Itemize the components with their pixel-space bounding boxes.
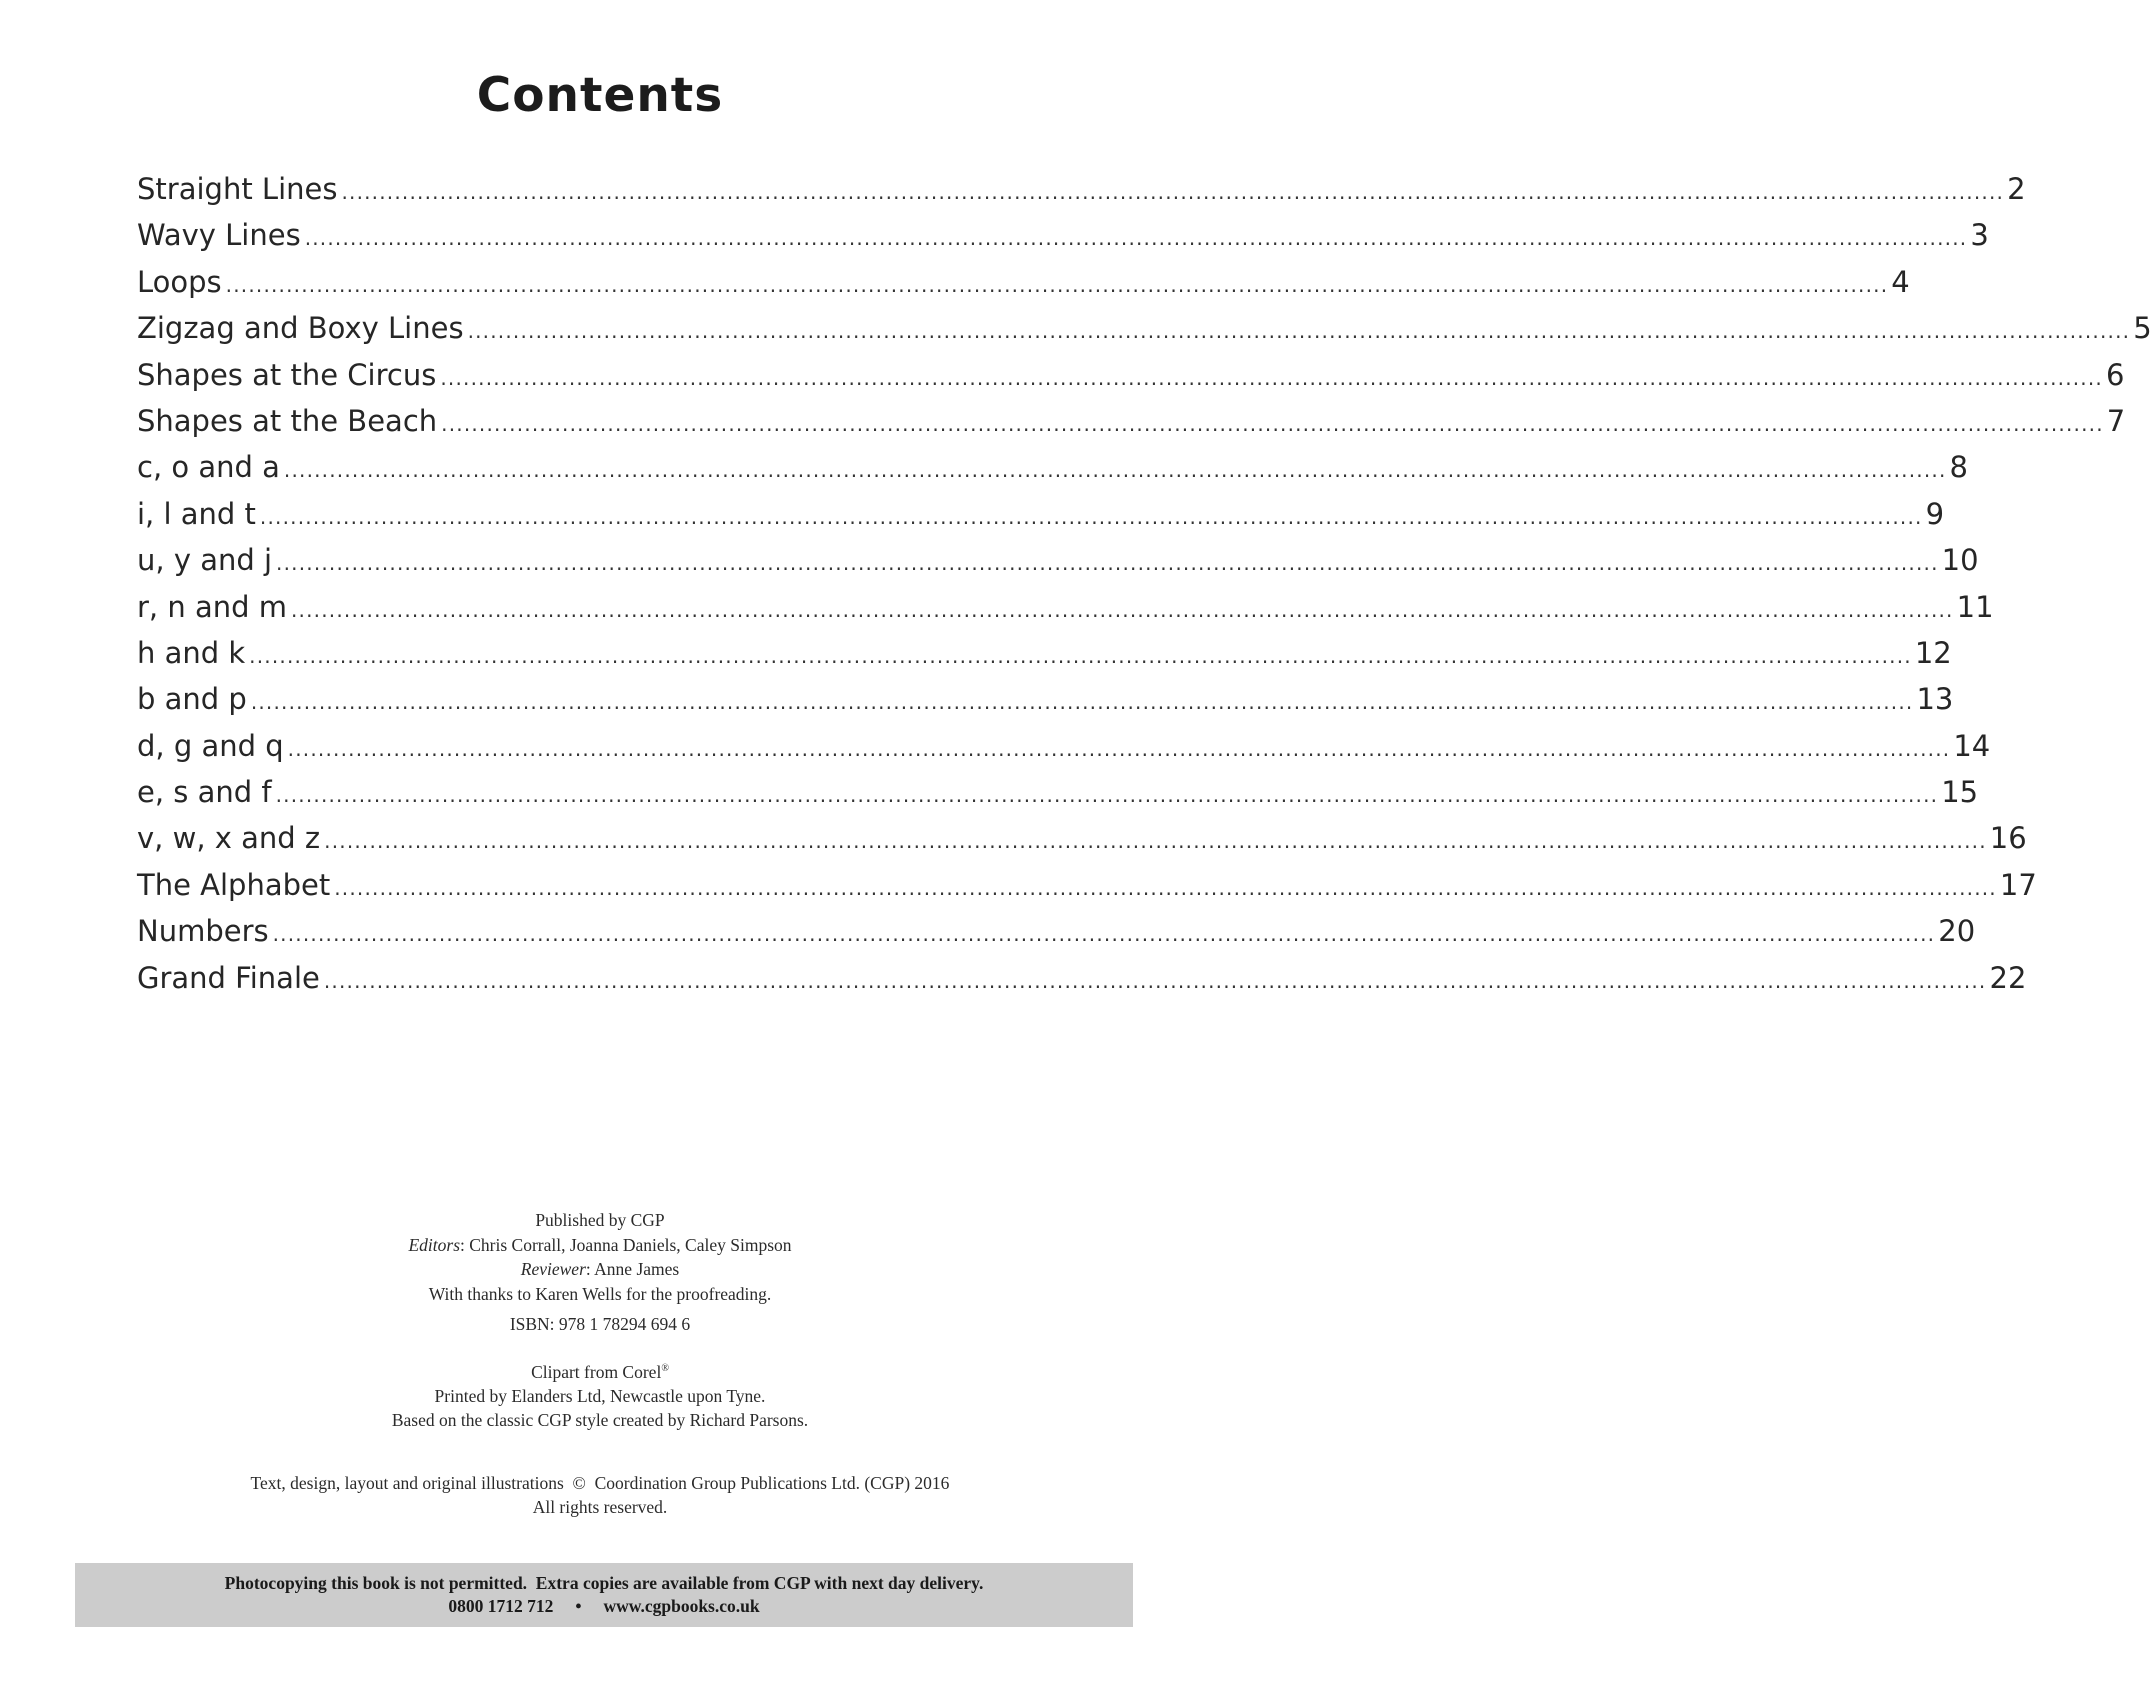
dot-leader: ............................................................................................................................................................................................................................	[283, 458, 1947, 483]
dot-leader: ............................................................................................................................................................................................................................	[275, 783, 1939, 808]
dot-leader: ............................................................................................................................................................................................................................	[249, 643, 1912, 668]
toc-entry-page-number: 22	[1989, 960, 2027, 995]
toc-entry-title: Grand Finale	[137, 960, 320, 995]
toc-entry-page-number: 15	[1941, 775, 1979, 810]
toc-entry-page-number: 12	[1914, 635, 1952, 670]
thanks-line: With thanks to Karen Wells for the proofreading.	[428, 1283, 772, 1304]
dot-leader: ............................................................................................................................................................................................................................	[225, 272, 1889, 297]
toc-entry[interactable]	[137, 218, 1989, 264]
toc-entry[interactable]	[137, 543, 1979, 589]
dot-leader: ............................................................................................................................................................................................................................	[441, 411, 2104, 436]
dot-leader: ............................................................................................................................................................................................................................	[276, 551, 1939, 576]
toc-entry[interactable]	[137, 960, 2027, 1007]
toc-entry-title: u, y and j	[137, 543, 273, 578]
toc-entry[interactable]	[137, 264, 1910, 311]
photocopy-notice: Photocopying this book is not permitted. Extra copies are available from CGP with next day delivery.	[224, 1573, 984, 1593]
toc-entry[interactable]	[137, 496, 1945, 543]
toc-entry-page-number: 4	[1891, 264, 1910, 299]
toc-entry-title: Shapes at the Beach	[137, 403, 438, 438]
toc-entry-page-number: 2	[2007, 172, 2026, 206]
toc-entry-title: Zigzag and Boxy Lines	[137, 311, 464, 346]
toc-entry[interactable]	[137, 635, 1952, 682]
toc-entry-page-number: 8	[1949, 450, 1968, 485]
toc-entry-page-number: 7	[2106, 403, 2126, 438]
toc-entry-page-number: 5	[2133, 311, 2152, 346]
toc-entry-page-number: 17	[1999, 867, 2037, 902]
toc-entry[interactable]	[137, 357, 2125, 404]
toc-entry-title: Wavy Lines	[137, 218, 301, 253]
toc-entry[interactable]	[137, 682, 1954, 728]
photocopy-notice-bar	[75, 1563, 1133, 1627]
published-by: Published by CGP	[535, 1210, 665, 1230]
dot-leader: ............................................................................................................................................................................................................................	[259, 504, 1923, 529]
toc-entry-page-number: 9	[1925, 496, 1945, 531]
toc-entry-title: Straight Lines	[137, 172, 338, 206]
toc-entry[interactable]	[137, 403, 2126, 450]
isbn: ISBN: 978 1 78294 694 6	[509, 1314, 691, 1334]
editors-line	[0, 1233, 1200, 1258]
reviewer-line	[0, 1257, 1200, 1282]
toc-entry-page-number: 13	[1916, 682, 1954, 717]
toc-entry[interactable]	[137, 867, 2037, 914]
copyright-line: Text, design, layout and original illustrations © Coordination Group Publications Ltd. (CGP) 2016	[250, 1472, 950, 1493]
toc-entry-title: Numbers	[137, 914, 269, 949]
toc-entry-page-number: 16	[1989, 821, 2027, 856]
website-link[interactable]: www.cgpbooks.co.uk	[603, 1596, 760, 1616]
reviewer-name: : Anne James	[585, 1259, 680, 1279]
dot-leader: ............................................................................................................................................................................................................................	[324, 829, 1987, 854]
dot-leader: ............................................................................................................................................................................................................................	[250, 690, 1914, 715]
toc-entry[interactable]	[137, 728, 1991, 775]
toc-entry-title: b and p	[137, 682, 247, 717]
editors-names: : Chris Corrall, Joanna Daniels, Caley Simpson	[460, 1234, 792, 1255]
dot-leader: ............................................................................................................................................................................................................................	[304, 226, 1968, 251]
dot-leader: ............................................................................................................................................................................................................................	[287, 736, 1951, 761]
toc-entry[interactable]	[137, 311, 2152, 357]
dot-leader: ............................................................................................................................................................................................................................	[467, 319, 2131, 344]
editors-label: Editors	[408, 1234, 461, 1255]
dot-leader: ............................................................................................................................................................................................................................	[290, 597, 1954, 622]
toc-entry-title: h and k	[137, 635, 246, 670]
toc-entry-title: Shapes at the Circus	[137, 357, 437, 392]
clipart-text: Clipart from Corel	[531, 1361, 662, 1382]
page-title: Contents	[476, 68, 724, 123]
dot-leader: ............................................................................................................................................................................................................................	[272, 922, 1936, 947]
phone-number: 0800 1712 712	[448, 1596, 554, 1616]
dot-leader: ............................................................................................................................................................................................................................	[323, 968, 1987, 993]
toc-entry-title: e, s and f	[137, 775, 272, 810]
toc-entry-title: c, o and a	[137, 450, 280, 485]
toc-entry-title: v, w, x and z	[137, 821, 321, 856]
dot-leader: ............................................................................................................................................................................................................................	[341, 180, 2005, 204]
toc-entry[interactable]	[137, 450, 1968, 496]
toc-entry[interactable]	[137, 821, 2027, 867]
publisher-credits	[0, 1208, 1200, 1520]
toc-entry[interactable]	[137, 914, 1976, 960]
bullet-separator: •	[575, 1596, 582, 1616]
toc-entry-title: The Alphabet	[137, 867, 331, 902]
dot-leader: ............................................................................................................................................................................................................................	[334, 875, 1997, 900]
printed-by: Printed by Elanders Ltd, Newcastle upon Tyne.	[434, 1385, 766, 1406]
toc-entry-page-number: 6	[2105, 357, 2125, 392]
rights-line: All rights reserved.	[532, 1497, 668, 1518]
toc-entry-page-number: 3	[1970, 218, 1989, 253]
toc-entry[interactable]	[137, 775, 1979, 821]
toc-entry-page-number: 20	[1938, 914, 1976, 949]
dot-leader: ............................................................................................................................................................................................................................	[440, 365, 2103, 390]
table-of-contents	[137, 172, 2152, 1007]
toc-entry-title: Loops	[137, 264, 222, 299]
toc-entry-page-number: 14	[1953, 728, 1991, 763]
toc-entry-page-number: 11	[1956, 589, 1994, 624]
toc-entry-page-number: 10	[1941, 543, 1979, 578]
reviewer-label: Reviewer	[520, 1259, 586, 1279]
toc-entry-title: r, n and m	[137, 589, 287, 624]
toc-entry-title: i, l and t	[137, 496, 256, 531]
based-on: Based on the classic CGP style created by Richard Parsons.	[391, 1410, 809, 1431]
registered-mark: ®	[661, 1362, 669, 1374]
toc-entry-title: d, g and q	[137, 728, 284, 763]
contact-line	[75, 1595, 1133, 1618]
clipart-line	[0, 1357, 1200, 1384]
toc-entry[interactable]	[137, 172, 2026, 218]
toc-entry[interactable]	[137, 589, 1994, 636]
